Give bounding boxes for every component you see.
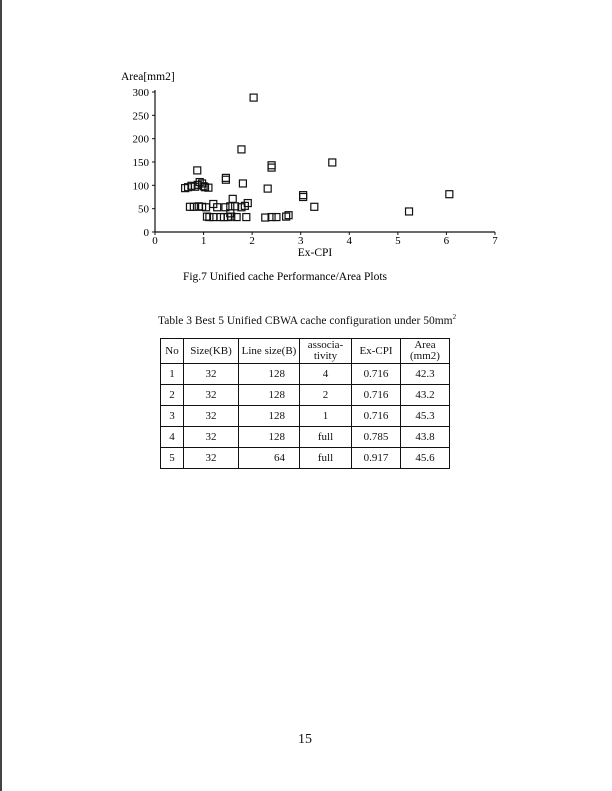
cell-size: 32 <box>184 385 239 406</box>
cell-size: 32 <box>184 406 239 427</box>
header-size: Size(KB) <box>184 339 239 364</box>
data-point <box>194 167 201 174</box>
table-caption <box>158 313 456 327</box>
cell-line-size: 128 <box>239 364 300 385</box>
cell-line-size: 128 <box>239 427 300 448</box>
table-row <box>161 385 450 406</box>
table-header-row <box>161 339 450 364</box>
data-point <box>406 208 413 215</box>
cell-ex-cpi: 0.716 <box>352 364 401 385</box>
y-tick-label: 0 <box>143 227 149 239</box>
figure-caption: Fig.7 Unified cache Performance/Area Plots <box>182 271 388 283</box>
x-tick-label: 5 <box>395 235 401 247</box>
cell-size: 32 <box>184 448 239 469</box>
data-point <box>250 94 257 101</box>
data-point <box>446 191 453 198</box>
x-tick-label: 4 <box>346 235 353 247</box>
table-caption-sup: 2 <box>452 313 457 321</box>
data-point <box>243 214 250 221</box>
x-tick-label: 6 <box>443 235 450 247</box>
header-line-size: Line size(B) <box>239 339 300 364</box>
cell-area: 43.8 <box>401 427 450 448</box>
header-area: Area (mm2) <box>401 339 450 364</box>
header-ex-cpi: Ex-CPI <box>352 339 401 364</box>
x-tick-label: 2 <box>249 235 255 247</box>
table-row <box>161 448 450 469</box>
cell-no: 5 <box>161 448 184 469</box>
scatter-chart <box>0 0 612 290</box>
header-associativity: associa- tivity <box>300 339 352 364</box>
cell-associativity: 4 <box>300 364 352 385</box>
data-point <box>300 192 307 199</box>
y-tick-label: 150 <box>132 157 149 169</box>
data-point <box>329 159 336 166</box>
y-tick-label: 50 <box>138 203 149 216</box>
cell-no: 1 <box>161 364 184 385</box>
y-axis-label: Area[mm2] <box>121 71 175 83</box>
data-point <box>238 146 245 153</box>
y-tick-label: 100 <box>132 180 149 193</box>
cache-config-table <box>160 338 450 469</box>
y-tick-label: 300 <box>132 87 149 99</box>
table-row <box>161 364 450 385</box>
data-point <box>311 203 318 210</box>
table-row <box>161 406 450 427</box>
data-point <box>268 162 275 169</box>
x-tick-label: 3 <box>297 235 304 247</box>
cell-associativity: full <box>300 427 352 448</box>
cell-ex-cpi: 0.716 <box>352 385 401 406</box>
y-tick-label: 250 <box>132 110 149 123</box>
x-tick-label: 1 <box>200 235 207 247</box>
cell-associativity: 1 <box>300 406 352 427</box>
page-number: 15 <box>298 732 312 747</box>
cell-size: 32 <box>184 427 239 448</box>
cell-area: 42.3 <box>401 364 450 385</box>
cell-ex-cpi: 0.785 <box>352 427 401 448</box>
cell-area: 45.3 <box>401 406 450 427</box>
cell-associativity: full <box>300 448 352 469</box>
data-point <box>222 174 229 181</box>
cell-line-size: 128 <box>239 406 300 427</box>
data-point <box>229 195 236 202</box>
data-point <box>273 214 280 221</box>
table-caption-text: Table 3 Best 5 Unified CBWA cache configuration under 50mm <box>158 314 453 327</box>
data-point <box>222 176 229 183</box>
cell-size: 32 <box>184 364 239 385</box>
table-row <box>161 427 450 448</box>
header-no: No <box>161 339 184 364</box>
cell-area: 45.6 <box>401 448 450 469</box>
cell-no: 2 <box>161 385 184 406</box>
x-tick-label: 0 <box>152 235 158 247</box>
cell-line-size: 128 <box>239 385 300 406</box>
data-point <box>300 194 307 201</box>
x-tick-label: 7 <box>492 235 498 247</box>
cell-line-size: 64 <box>239 448 300 469</box>
cell-associativity: 2 <box>300 385 352 406</box>
cell-no: 3 <box>161 406 184 427</box>
cell-ex-cpi: 0.917 <box>352 448 401 469</box>
data-point <box>268 164 275 171</box>
cell-area: 43.2 <box>401 385 450 406</box>
x-axis-label: Ex-CPI <box>297 247 333 259</box>
cell-ex-cpi: 0.716 <box>352 406 401 427</box>
data-point <box>239 180 246 187</box>
data-point <box>264 185 271 192</box>
cell-no: 4 <box>161 427 184 448</box>
y-tick-label: 200 <box>132 133 149 146</box>
